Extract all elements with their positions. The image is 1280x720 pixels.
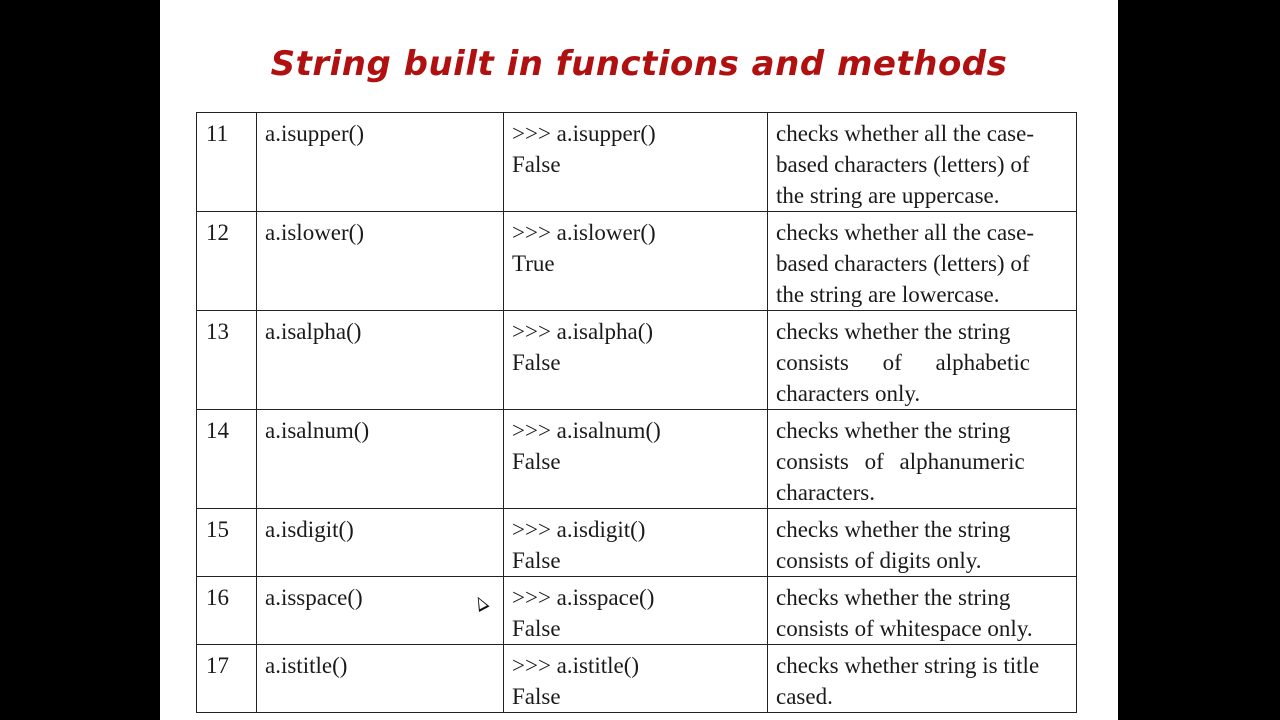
description-line: checks whether the string xyxy=(776,418,1011,443)
table-row xyxy=(197,577,1077,645)
method-name: a.isalnum() xyxy=(257,410,504,509)
method-name: a.isalpha() xyxy=(257,311,504,410)
description-line: checks whether the string xyxy=(776,585,1011,610)
method-name: a.istitle() xyxy=(257,645,504,713)
description-cell xyxy=(768,212,1077,311)
example-cell xyxy=(504,113,768,212)
methods-table-body xyxy=(197,113,1077,713)
description-line: checks whether the string xyxy=(776,517,1011,542)
table-row xyxy=(197,509,1077,577)
example-output: False xyxy=(512,616,561,641)
description-cell xyxy=(768,113,1077,212)
method-name: a.isspace() xyxy=(257,577,504,645)
description-line: checks whether all the case- xyxy=(776,121,1034,146)
description-cell xyxy=(768,311,1077,410)
row-number: 17 xyxy=(197,645,257,713)
description-cell xyxy=(768,410,1077,509)
description-line: checks whether the string xyxy=(776,319,1011,344)
table-row xyxy=(197,113,1077,212)
description-cell xyxy=(768,577,1077,645)
example-command: >>> a.isspace() xyxy=(512,585,655,610)
description-line: cased. xyxy=(776,684,833,709)
example-command: >>> a.isalnum() xyxy=(512,418,661,443)
description-line: the string are uppercase. xyxy=(776,183,1000,208)
table-row xyxy=(197,212,1077,311)
description-line: consists of alphabetic xyxy=(776,350,1031,375)
description-line: based characters (letters) of xyxy=(776,251,1030,276)
description-line: characters only. xyxy=(776,381,921,406)
method-name: a.isupper() xyxy=(257,113,504,212)
methods-table xyxy=(196,112,1077,713)
example-command: >>> a.isalpha() xyxy=(512,319,654,344)
description-line: consists of alphanumeric xyxy=(776,449,1025,474)
example-output: False xyxy=(512,449,561,474)
example-output: False xyxy=(512,548,561,573)
description-cell xyxy=(768,645,1077,713)
row-number: 16 xyxy=(197,577,257,645)
row-number: 11 xyxy=(197,113,257,212)
table-row xyxy=(197,410,1077,509)
description-line: characters. xyxy=(776,480,875,505)
example-cell xyxy=(504,645,768,713)
example-output: True xyxy=(512,251,555,276)
example-command: >>> a.isupper() xyxy=(512,121,656,146)
example-cell xyxy=(504,577,768,645)
row-number: 12 xyxy=(197,212,257,311)
example-command: >>> a.istitle() xyxy=(512,653,640,678)
description-line: checks whether all the case- xyxy=(776,220,1034,245)
example-command: >>> a.islower() xyxy=(512,220,656,245)
example-cell xyxy=(504,410,768,509)
row-number: 15 xyxy=(197,509,257,577)
method-name: a.isdigit() xyxy=(257,509,504,577)
methods-table-container xyxy=(196,112,1076,709)
example-cell xyxy=(504,212,768,311)
example-output: False xyxy=(512,684,561,709)
row-number: 14 xyxy=(197,410,257,509)
example-command: >>> a.isdigit() xyxy=(512,517,646,542)
example-output: False xyxy=(512,350,561,375)
description-line: checks whether string is title xyxy=(776,653,1040,678)
example-output: False xyxy=(512,152,561,177)
description-line: consists of digits only. xyxy=(776,548,982,573)
description-line: consists of whitespace only. xyxy=(776,616,1033,641)
description-line: based characters (letters) of xyxy=(776,152,1030,177)
example-cell xyxy=(504,509,768,577)
description-cell xyxy=(768,509,1077,577)
table-row xyxy=(197,645,1077,713)
example-cell xyxy=(504,311,768,410)
method-name: a.islower() xyxy=(257,212,504,311)
slide xyxy=(160,0,1118,720)
description-line: the string are lowercase. xyxy=(776,282,1000,307)
table-row xyxy=(197,311,1077,410)
slide-title: String built in functions and methods xyxy=(270,44,1008,84)
row-number: 13 xyxy=(197,311,257,410)
